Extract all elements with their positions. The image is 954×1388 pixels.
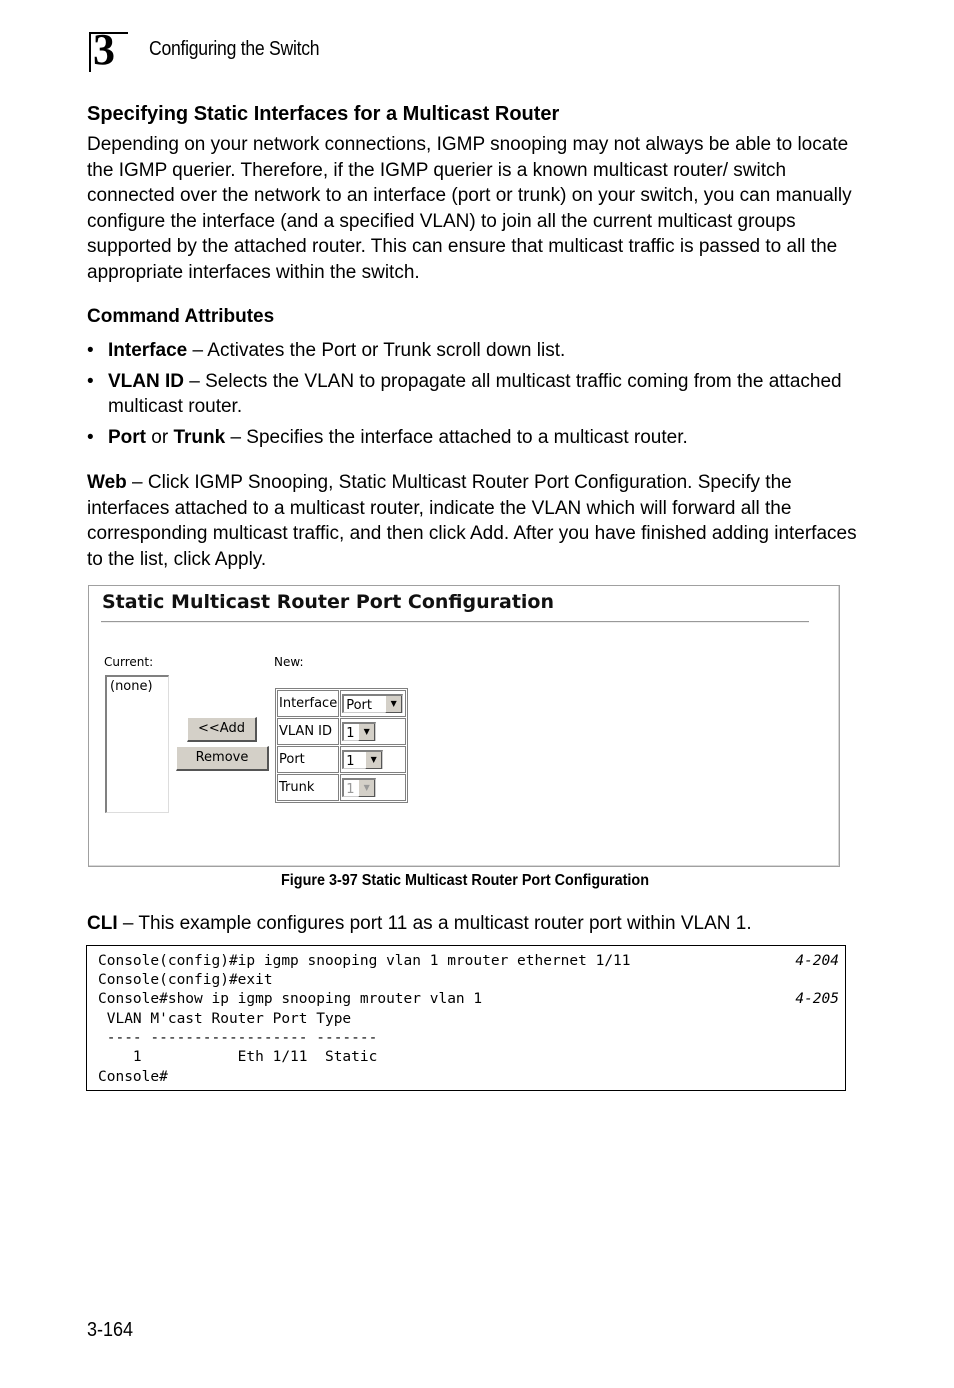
dropdown-arrow-icon: ▼ bbox=[365, 752, 382, 769]
port-row bbox=[277, 746, 406, 773]
interface-row bbox=[277, 690, 406, 717]
attribute-term: Interface bbox=[108, 340, 188, 361]
title-divider bbox=[101, 621, 809, 623]
command-attributes-heading: Command Attributes bbox=[87, 306, 275, 327]
port-label: Port bbox=[277, 746, 339, 773]
attribute-text: – Activates the Port or Trunk scroll down list. bbox=[187, 340, 566, 361]
attribute-text: – Selects the VLAN to propagate all multicast traffic coming from the attached multicast router. bbox=[108, 370, 842, 417]
interface-select-value: Port bbox=[346, 698, 372, 713]
bullet: • bbox=[87, 370, 94, 392]
intro-paragraph: Depending on your network connections, IGMP snooping may not always be able to locate the IGMP querier. Therefore, if the IGMP querier is a known multicast router/ switch connected over the network to an interface (port or trunk) on your switch, you can manually configure the interface (and a specified VLAN) to join all the current multicast groups supported by the attached router. This can ensure that multicast traffic is passed to all the appropriate interfaces within the switch. bbox=[87, 134, 852, 283]
vlan-id-label: VLAN ID bbox=[277, 718, 339, 745]
code-line: Console(config)#exit bbox=[98, 972, 273, 988]
code-line: Console(config)#ip igmp snooping vlan 1 mrouter ethernet 1/11 bbox=[98, 953, 631, 969]
code-line: 1 Eth 1/11 Static bbox=[98, 1049, 378, 1065]
port-select-value: 1 bbox=[346, 754, 355, 769]
code-line: Console#show ip igmp snooping mrouter vlan 1 bbox=[98, 991, 483, 1007]
cli-lead: CLI bbox=[87, 913, 118, 934]
attribute-term: Port bbox=[108, 426, 146, 448]
section-title: Specifying Static Interfaces for a Multicast Router bbox=[87, 103, 560, 125]
attribute-connector: or bbox=[146, 426, 174, 448]
web-paragraph bbox=[87, 470, 857, 572]
attribute-text: – Specifies the interface attached to a multicast router. bbox=[225, 426, 688, 448]
cli-paragraph bbox=[87, 911, 857, 937]
cli-text: – This example configures port 11 as a multicast router port within VLAN 1. bbox=[117, 913, 752, 934]
vlan-id-row bbox=[277, 718, 406, 745]
attribute-item bbox=[87, 369, 857, 420]
attribute-term: VLAN ID bbox=[108, 370, 184, 392]
attributes-list bbox=[87, 338, 857, 455]
current-label: Current: bbox=[104, 655, 154, 669]
web-text: – Click IGMP Snooping, Static Multicast Router Port Configuration. Specify the interfaces attached to a multicast router, indicate the VLAN which will forward all the corresponding multicast traffic, and then click Add. After you have finished adding interfaces to the list, click Apply. bbox=[87, 472, 857, 570]
dropdown-arrow-icon: ▼ bbox=[358, 724, 375, 741]
vlan-id-select-value: 1 bbox=[346, 726, 355, 741]
remove-button[interactable]: Remove bbox=[176, 746, 269, 771]
attribute-term: Trunk bbox=[173, 426, 226, 448]
page-number: 3-164 bbox=[87, 1319, 134, 1341]
interface-select[interactable] bbox=[342, 694, 403, 713]
trunk-select bbox=[342, 778, 376, 797]
current-listbox[interactable] bbox=[105, 675, 169, 813]
trunk-row bbox=[277, 774, 406, 801]
attribute-item bbox=[87, 425, 857, 451]
figure-caption: Figure 3-97 Static Multicast Router Port Configuration bbox=[280, 872, 650, 889]
new-entry-table bbox=[275, 688, 408, 803]
code-reference: 4-204 bbox=[795, 953, 839, 969]
panel-title: Static Multicast Router Port Configuration bbox=[102, 591, 555, 613]
running-head: Configuring the Switch bbox=[149, 38, 320, 60]
new-label: New: bbox=[274, 655, 304, 669]
trunk-label: Trunk bbox=[277, 774, 339, 801]
config-screenshot bbox=[88, 585, 840, 867]
attribute-item bbox=[87, 338, 857, 364]
dropdown-arrow-icon: ▼ bbox=[358, 780, 375, 797]
code-line: ---- ------------------ ------- bbox=[98, 1030, 378, 1046]
cli-code-block bbox=[86, 945, 846, 1091]
vlan-id-select[interactable] bbox=[342, 722, 376, 741]
code-reference: 4-205 bbox=[795, 991, 839, 1007]
bullet: • bbox=[87, 426, 94, 448]
code-line: Console# bbox=[98, 1069, 168, 1085]
port-select[interactable] bbox=[342, 750, 383, 769]
dropdown-arrow-icon: ▼ bbox=[385, 696, 402, 713]
current-list-item[interactable]: (none) bbox=[110, 679, 153, 694]
interface-label: Interface bbox=[277, 690, 339, 717]
code-line: VLAN M'cast Router Port Type bbox=[98, 1011, 352, 1027]
trunk-select-value: 1 bbox=[346, 782, 355, 797]
bullet: • bbox=[87, 340, 94, 361]
add-button[interactable]: <<Add bbox=[187, 717, 257, 742]
chapter-number: 3 bbox=[93, 25, 115, 74]
web-lead: Web bbox=[87, 472, 127, 493]
